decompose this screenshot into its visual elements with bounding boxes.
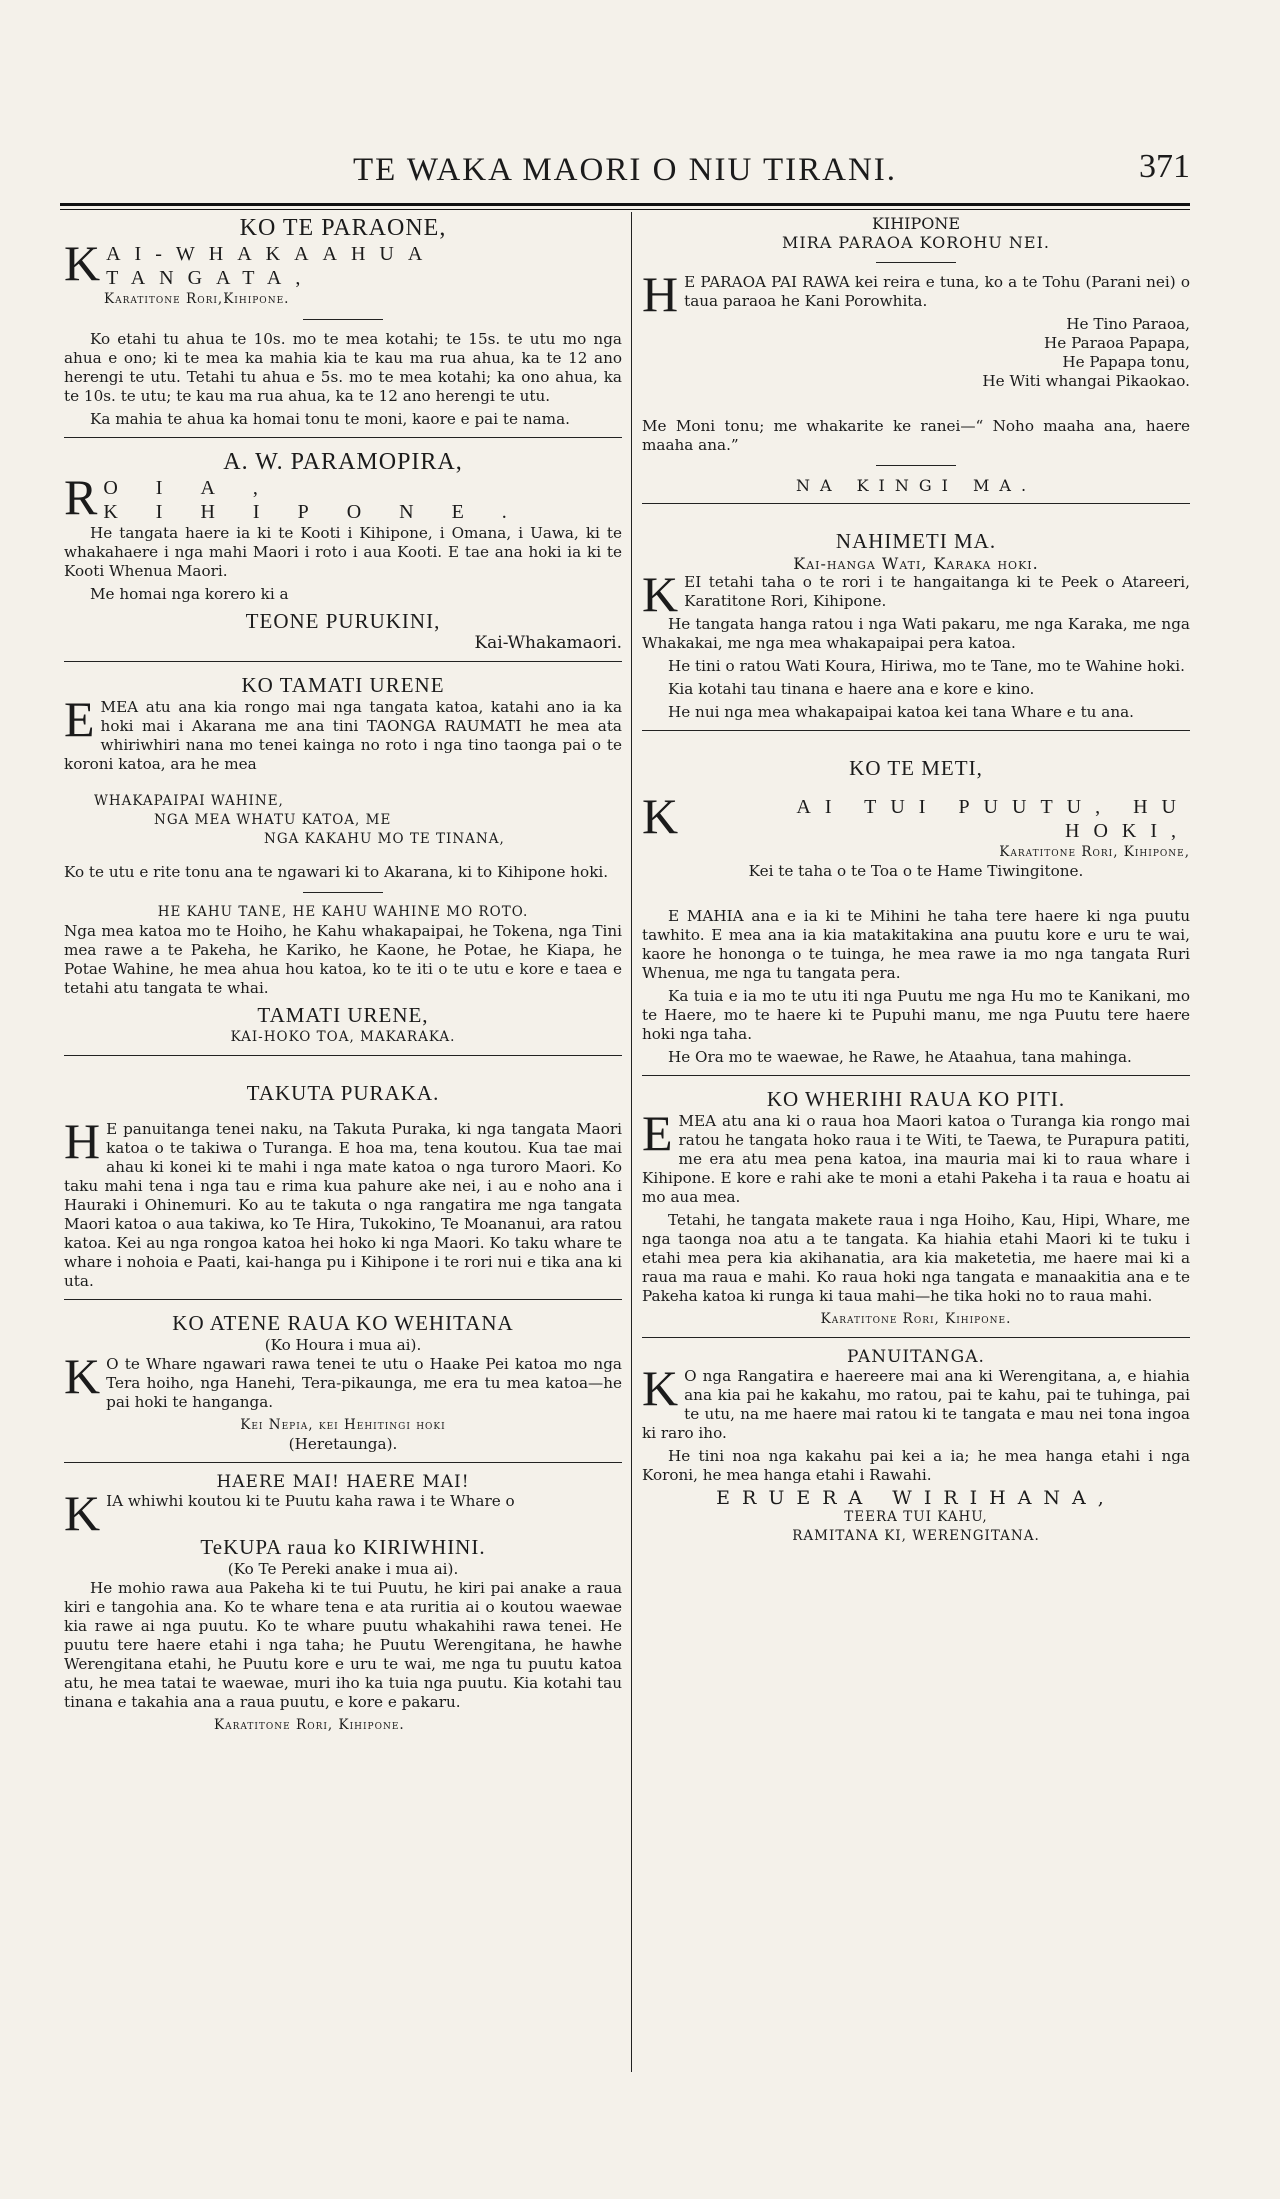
spacer <box>64 1106 622 1120</box>
ad-heading: KO TAMATI URENE <box>241 673 445 697</box>
spacer <box>642 741 1190 755</box>
drop-capital: K <box>642 1360 679 1416</box>
signature: TAMATI URENE, <box>257 1003 429 1027</box>
ad-body: Nga mea katoa mo te Hoiho, he Kahu whakapaipai, he Tokena, nga Tini mea rawe a te Pakeha, he Kariko, he Kaone, he Potae, he Kiapa, he Potae Wahine, he mea ahua hou katoa, ko te iti o te utu e kore e taea e tetahi atu tangata te whai. <box>64 922 622 997</box>
ad-body: Ka tuia e ia mo te utu iti nga Puutu me nga Hu mo te Kanikani, mo te Haere, mo te haere ki te Pupuhi manu, me nga Puutu tere haere hoki nga taha. <box>642 987 1190 1043</box>
flour-list <box>642 315 1190 391</box>
dropcap-block <box>642 1105 1190 1207</box>
ad-heading: KO WHERIHI RAUA KO PITI. <box>766 1087 1066 1111</box>
divider <box>64 1462 622 1463</box>
right-column <box>642 214 1190 1556</box>
divider <box>303 319 383 320</box>
ad-sub: (Ko Te Pereki anake i mua ai). <box>227 1560 459 1578</box>
ad-location: Kei te taha o te Toa o te Hame Tiwingitone. <box>748 862 1084 880</box>
ad-paraone <box>64 214 622 438</box>
spacer <box>64 849 622 863</box>
ad-heading: KO TE PARAONE, <box>239 215 447 241</box>
ad-subhead: Kai-hanga Wati, Karaka hoki. <box>793 554 1039 573</box>
drop-capital: K <box>64 1485 101 1541</box>
ad-ko-te-meti <box>642 741 1190 1076</box>
ad-wherihi-piti <box>642 1086 1190 1338</box>
list-line: WHAKAPAIPAI WAHINE, <box>94 793 284 809</box>
divider <box>876 465 956 466</box>
ad-heading: KIHIPONE <box>871 214 961 233</box>
divider <box>642 503 1190 504</box>
ad-address: Karatitone Rori,Kihipone. <box>104 291 290 307</box>
newspaper-title: TE WAKA MAORI O NIU TIRANI. <box>352 152 898 188</box>
ad-subhead: MIRA PARAOA KOROHU NEI. <box>781 233 1050 252</box>
header-rule-thin <box>60 209 1190 210</box>
ad-body: E MAHIA ana e ia ki te Mihini he taha tere haere ki nga puutu tawhito. E mea ana ia kia matakitakina ana puutu kore e uru te wai, kaore he hononga o te tuinga, he mea rawe ia mo nga tangata Ruri Whenua, me nga tu tangata pera. <box>642 907 1190 982</box>
page-number: 371 <box>1139 148 1190 185</box>
spacer <box>64 778 622 792</box>
ad-body: EI tetahi taha o te rori i te hangaitanga ki te Peek o Atareeri, Karatitone Rori, Kihipone. <box>684 573 1190 610</box>
divider <box>64 1299 622 1300</box>
spacer <box>642 781 1190 795</box>
dropcap-block <box>64 469 622 525</box>
divider <box>876 262 956 263</box>
ad-nahimeti <box>642 514 1190 731</box>
ad-kingi-ma <box>642 476 1190 504</box>
signature-role: TEERA TUI KAHU, <box>844 1509 988 1525</box>
ad-body: Me homai nga korero ki a <box>90 585 289 603</box>
ad-subhead: AI TUI PUUTU, HU HOKI, <box>796 796 1190 842</box>
ad-kihipone-mill <box>642 214 1190 466</box>
ad-heading: KO ATENE RAUA KO WEHITANA <box>172 1311 514 1335</box>
ad-body: He Ora mo te waewae, he Rawe, he Ataahua, tana mahinga. <box>668 1048 1132 1066</box>
signature: ERUERA WIRIHANA, <box>716 1487 1116 1509</box>
spacer <box>642 391 1190 417</box>
list-line: NGA KAKAHU MO TE TINANA, <box>264 831 505 847</box>
ad-address: Kei Nepia, kei Hehitingi hoki <box>240 1417 446 1433</box>
ad-body: He mohio rawa aua Pakeha ki te tui Puutu, he kiri pai anake a raua kiri e tangohia ana. Ko te whare tena e ata ruritia ai o koutou waewae kia rawe ai nga puutu. Ko te whare puutu whakahihi rawa tenei. He puutu tere haere etahi i nga taha; he Puutu Werengitana, he hawhe Werengitana etahi, he Puutu kore e uru te wai, me nga tu puutu katoa atu, he mea tatai te waewae, muri iho ka tuia nga puutu. Kia kotahi tau tinana e takahia ana a raua puutu, e kore e pakaru. <box>64 1579 622 1711</box>
ad-body: He tangata hanga ratou i nga Wati pakaru, me nga Karaka, me nga Whakakai, me nga mea whakapaipai pera katoa. <box>642 615 1190 652</box>
divider <box>642 730 1190 731</box>
drop-capital: K <box>642 788 679 844</box>
list-item: He Papapa tonu, <box>1062 353 1190 371</box>
list-line: NGA MEA WHATU KATOA, ME <box>154 812 392 828</box>
divider <box>64 661 622 662</box>
ad-body: He nui nga mea whakapaipai katoa kei tana Whare e tu ana. <box>668 703 1135 721</box>
dropcap-block <box>642 266 1190 322</box>
ad-address: Karatitone Rori, Kihipone. <box>214 1717 405 1733</box>
masthead <box>60 148 1190 196</box>
spacer <box>642 514 1190 528</box>
ad-body: O te Whare ngawari rawa tenei te utu o Haake Pei katoa mo nga Tera hoiho, nga Hanehi, Tera-pikaunga, me era tu mea katoa—he pai hoki te hanganga. <box>106 1355 622 1411</box>
ad-body: E panuitanga tenei naku, na Takuta Puraka, ki nga tangata Maori katoa o te takiwa o Turanga. E hoa ma, tena koutou. Kua tae mai ahau ki konei ki te mahi i nga mate katoa o nga turoro Maori. Ko taku mahi tena i nga tau e rima kua pahure ake nei, i au e noho ana i Hauraki i Ohinemuri. Ko au te takuta o nga rangatira me nga tangata Maori katoa o aua takiwa, ko Te Hira, Tukokino, Te Moananui, ara ratou katoa. Kei au nga rongoa katoa hei hoko ki nga Maori. Ko taku whare te whare i nohoia e Paati, kai-hanga pu i Kihipone i te rori nui e tika ana ki uta. <box>64 1120 622 1290</box>
ad-address: (Heretaunga). <box>288 1435 398 1453</box>
drop-capital: E <box>64 691 95 747</box>
ad-body: Tetahi, he tangata makete raua i nga Hoiho, Kau, Hipi, Whare, me nga taonga noa atu a te tangata. Ka hiahia etahi Maori ki te tuku i etahi mea pera kia akihanatia, ara kia maketetia, me haere mai ki a raua ma raua e mahi. Ko raua hoki nga tangata e manaakitia ana e te Pakeha katoa ki runga ki taua mahi—he tika hoki no to raua mahi. <box>642 1211 1190 1305</box>
dropcap-block <box>64 235 622 309</box>
ad-heading: HAERE MAI! HAERE MAI! <box>216 1472 470 1492</box>
column-divider <box>631 212 632 2072</box>
ad-heading: NAHIMETI MA. <box>835 529 997 553</box>
ad-body: O nga Rangatira e haereere mai ana ki Werengitana, a, e hiahia ana kia pai he kakahu, mo ratou, pai te kahu, pai te tuhinga, pai te utu, na me haere mai ratou ki te tangata e mau nei tona ingoa ki raro iho. <box>642 1367 1190 1442</box>
spacer <box>642 881 1190 907</box>
ad-body: E PARAOA PAI RAWA kei reira e tuna, ko a te Tohu (Parani nei) o taua paraoa he Kani Porowhita. <box>684 273 1190 310</box>
ad-address: RAMITANA KI, WERENGITANA. <box>792 1528 1040 1544</box>
ad-takuta-puraka <box>64 1066 622 1300</box>
ad-address: Karatitone Rori, Kihipone, <box>999 844 1190 860</box>
spacer <box>64 1066 622 1080</box>
signature-role: Kai-Whakamaori. <box>474 633 622 653</box>
dropcap-block <box>642 788 1190 862</box>
ad-body: IA whiwhi koutou ki te Puutu kaha rawa i te Whare o <box>106 1492 515 1510</box>
ad-heading: KO TE METI, <box>849 756 983 780</box>
ad-heading: PANUITANGA. <box>847 1347 985 1367</box>
ad-address: Karatitone Rori, Kihipone. <box>820 1311 1012 1327</box>
dropcap-block <box>64 691 622 774</box>
ad-body: Ka mahia te ahua ka homai tonu te moni, kaore e pai te nama. <box>90 410 570 428</box>
ad-subhead: HE KAHU TANE, HE KAHU WAHINE MO ROTO. <box>157 904 529 920</box>
ad-name: TeKUPA raua ko KIRIWHINI. <box>200 1535 486 1559</box>
ad-subhead: OIA, KIHIPONE. <box>103 477 545 523</box>
drop-capital: E <box>642 1105 673 1161</box>
ad-body: Me Moni tonu; me whakarite ke ranei—“ Noho maaha ana, haere maaha ana.” <box>642 417 1190 454</box>
ad-body: He tini o ratou Wati Koura, Hiriwa, mo te Tane, mo te Wahine hoki. <box>668 657 1185 675</box>
ad-tekupa <box>64 1473 622 1735</box>
divider <box>64 1055 622 1056</box>
dropcap-block <box>64 1348 622 1412</box>
ad-heading: A. W. PARAMOPIRA, <box>223 449 463 475</box>
dropcap-block <box>642 566 1190 622</box>
divider <box>303 892 383 893</box>
ad-body: Kia kotahi tau tinana e haere ana e kore e kino. <box>668 680 1035 698</box>
divider <box>64 437 622 438</box>
ad-heading: NA KINGI MA. <box>795 476 1037 495</box>
list-item: He Paraoa Papapa, <box>1044 334 1190 352</box>
header-rule <box>60 203 1190 206</box>
ad-body: Ko te utu e rite tonu ana te ngawari ki to Akarana, ki to Kihipone hoki. <box>64 863 609 881</box>
dropcap-block <box>64 1113 622 1291</box>
ad-paramopira <box>64 448 622 662</box>
ad-sub: (Ko Houra i mua ai). <box>264 1336 422 1354</box>
ad-tamati-urene <box>64 672 622 1056</box>
drop-capital: H <box>642 266 679 322</box>
signature: TEONE PURUKINI, <box>245 609 441 633</box>
list-item: He Tino Paraoa, <box>1066 315 1190 333</box>
ad-atene-wehitana <box>64 1310 622 1463</box>
drop-capital: R <box>64 469 98 525</box>
ad-panuitanga <box>642 1348 1190 1546</box>
dropcap-block <box>642 1360 1190 1443</box>
ad-body: He tini noa nga kakahu pai kei a ia; he mea hanga etahi i nga Koroni, he mea hanga etahi i Rawahi. <box>642 1447 1190 1484</box>
ad-body: MEA atu ana kia rongo mai nga tangata katoa, katahi ano ia ka hoki mai i Akarana me ana tini TAONGA RAUMATI he mea ata whiriwhiri nana mo tenei kainga no roto i nga tino taonga pai o te koroni katoa, ara he mea <box>64 698 622 773</box>
left-column <box>64 214 622 1745</box>
ad-body: MEA atu ana ki o raua hoa Maori katoa o Turanga kia rongo mai ratou he tangata hoko raua i te Witi, te Taewa, te Purapura patiti, me era atu mea pena katoa, ina mauria mai ki to raua whare i Kihipone. E kore e rahi ake te moni a etahi Pakeha i ta raua e hoatu ai mo aua mea. <box>642 1112 1190 1206</box>
dropcap-block <box>64 1485 622 1541</box>
ad-heading: TAKUTA PURAKA. <box>246 1081 440 1105</box>
drop-capital: K <box>642 566 679 622</box>
ad-subhead: AI-WHAKAAHUA TANGATA, <box>106 243 436 289</box>
signature-role: KAI-HOKO TOA, MAKARAKA. <box>230 1029 456 1045</box>
list-item: He Witi whangai Pikaokao. <box>982 372 1190 390</box>
drop-capital: H <box>64 1113 101 1169</box>
ad-body: He tangata haere ia ki te Kooti i Kihipone, i Omana, i Uawa, ki te whakahaere i nga mahi Maori i roto i aua Kooti. E tae ana hoki ia ki te Kooti Whenua Maori. <box>64 524 622 580</box>
drop-capital: K <box>64 1348 101 1404</box>
drop-capital: K <box>64 235 101 291</box>
ad-body: Ko etahi tu ahua te 10s. mo te mea kotahi; te 15s. te utu mo nga ahua e ono; ki te mea ka mahia kia te kau ma rua ahua, ka te 12 ano herengi te utu. Tetahi tu ahua e 5s. mo te mea kotahi; ka ono ahua, ka te 10s. te utu; te kau ma rua ahua, ka te 12 ano herengi te utu. <box>64 330 622 405</box>
divider <box>642 1337 1190 1338</box>
divider <box>642 1075 1190 1076</box>
